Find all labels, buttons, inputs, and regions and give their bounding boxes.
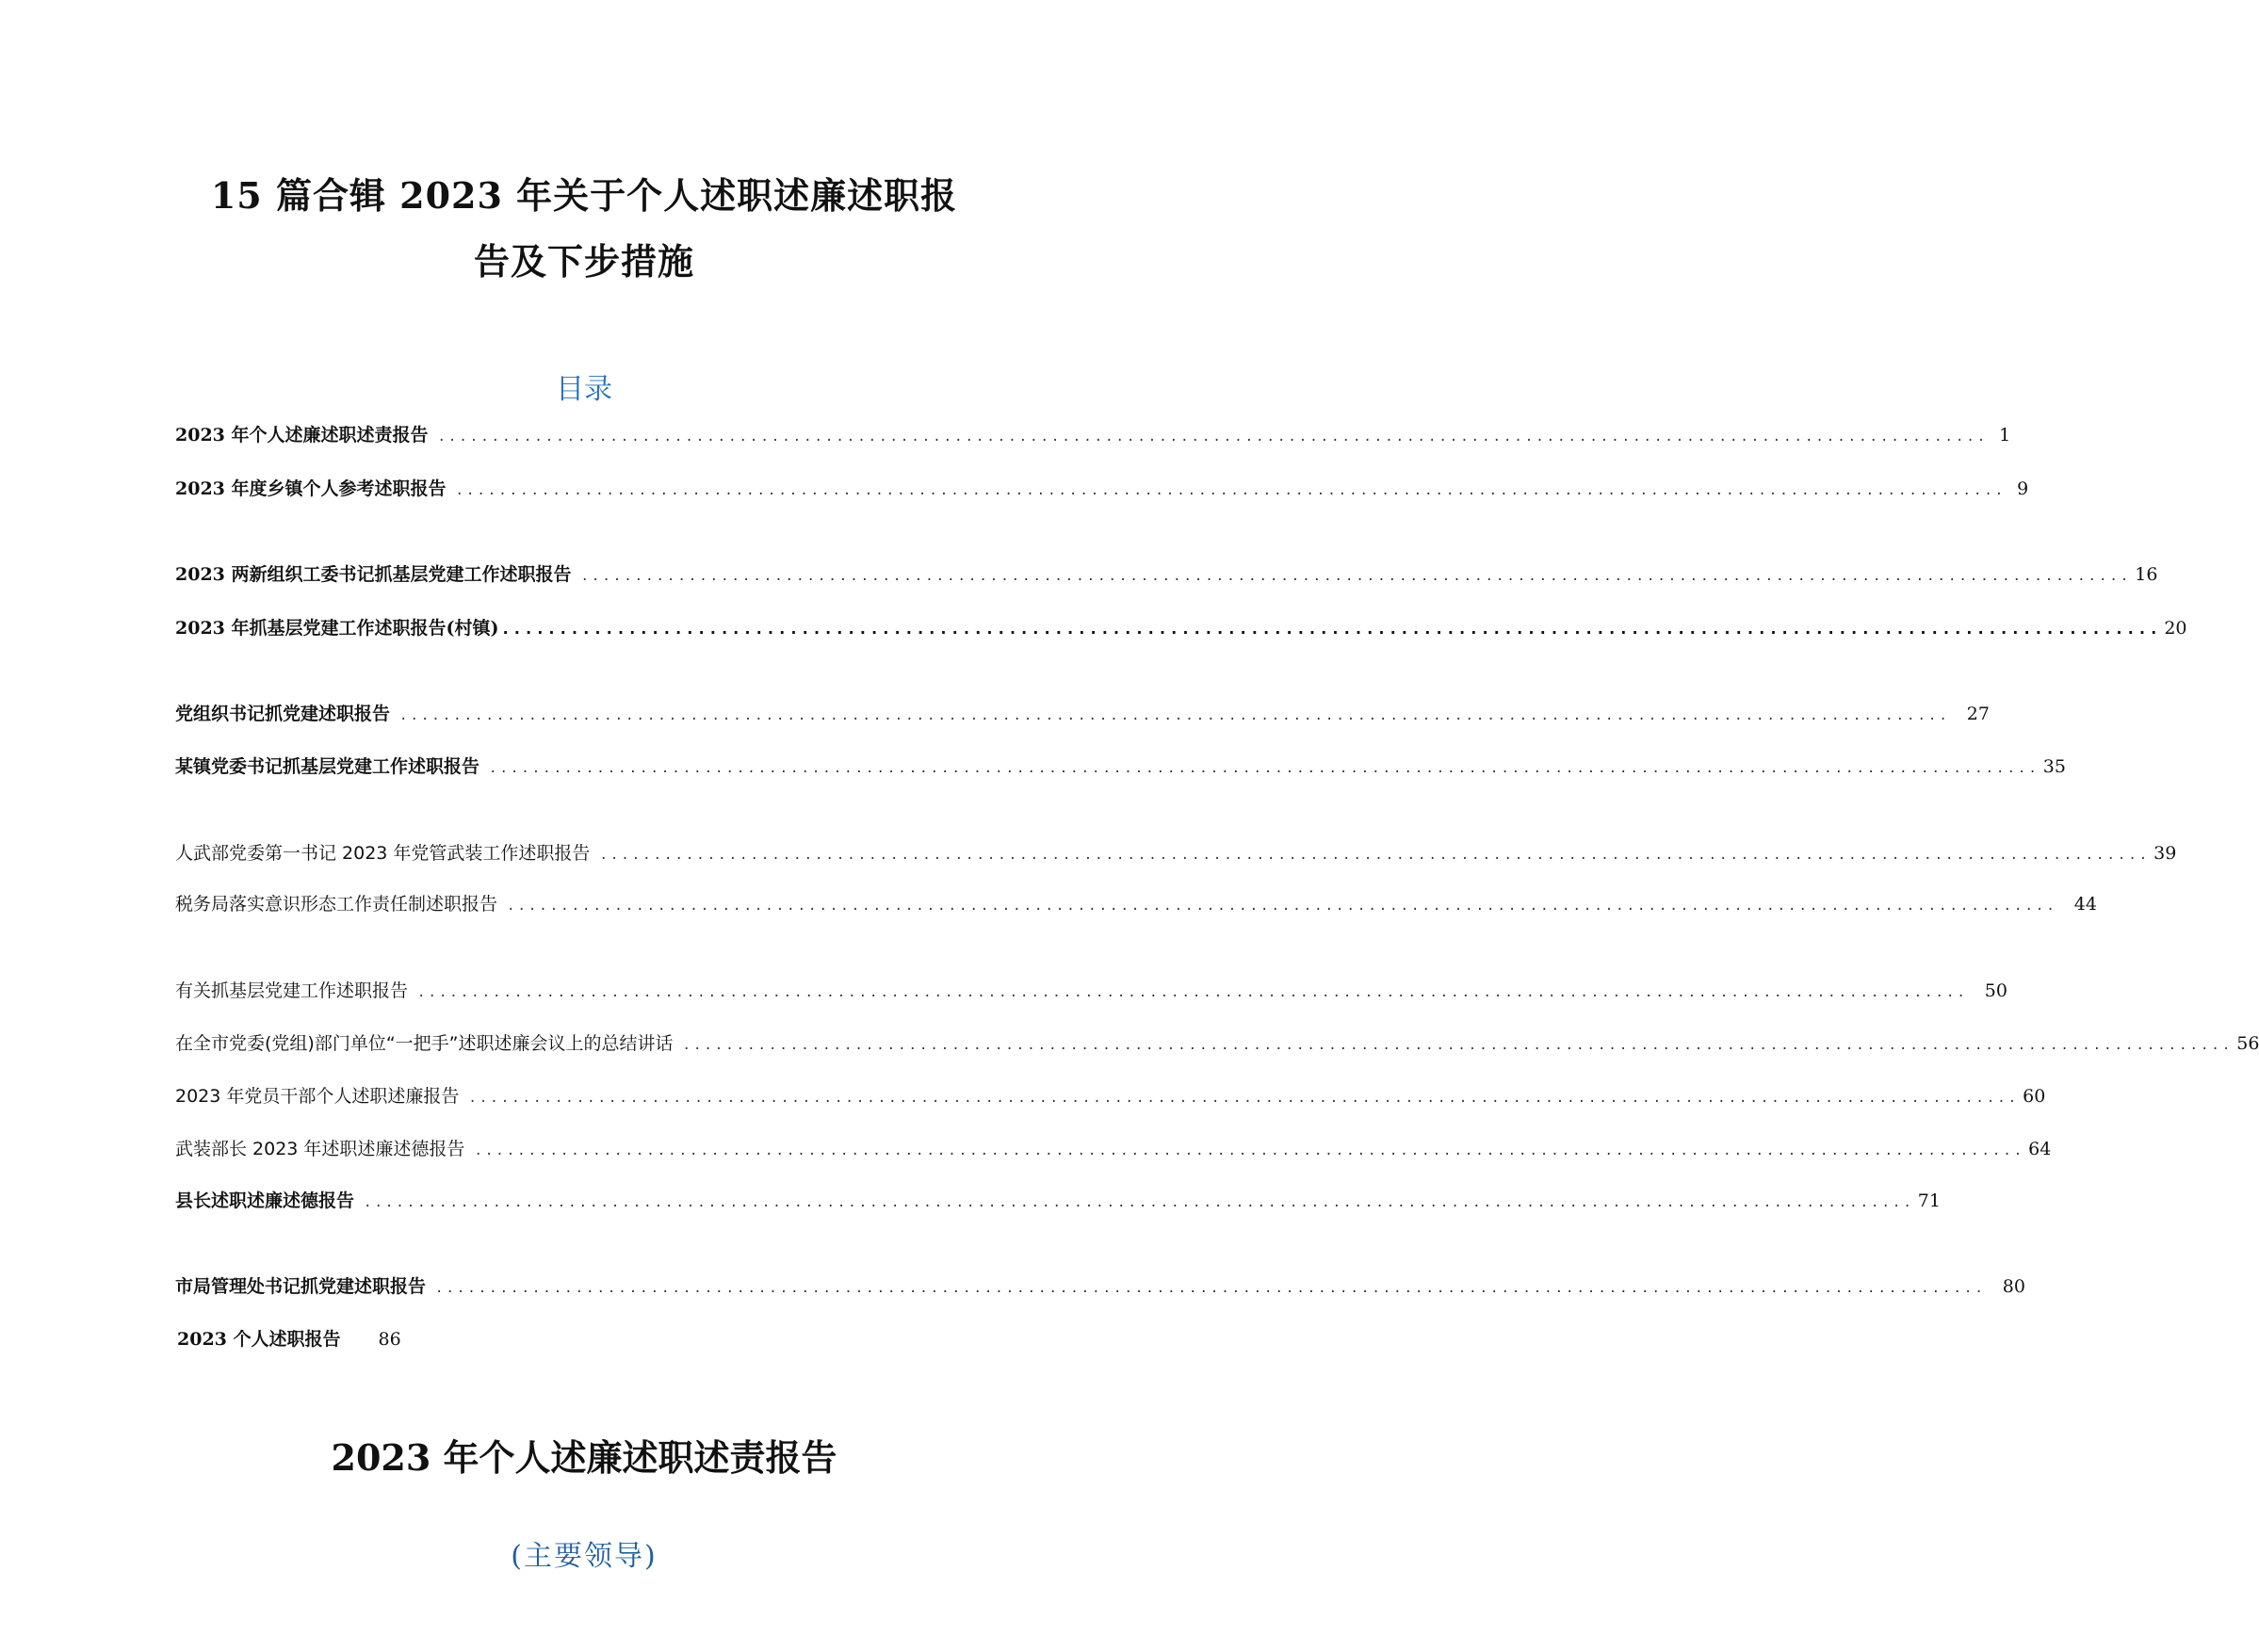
toc-dot-leader: ................................................................................................................................................ (474, 1143, 2025, 1158)
toc-entry-page: 56 (2236, 1033, 2259, 1054)
toc-entry-label: 2023 年个人述廉述职述责报告 (175, 425, 429, 445)
toc-entry-page: 44 (2073, 894, 2097, 915)
toc-dot-leader: ................................................................................................................................................ (417, 985, 1968, 1000)
toc-dot-leader: ................................................................................................................................................ (507, 899, 2057, 914)
toc-entry-label: 2023 两新组织工委书记抓基层党建工作述职报告 (175, 564, 572, 585)
section-title: 2023 年个人述廉述职述责报告 (331, 1436, 837, 1479)
toc-entry-label: 人武部党委第一书记 2023 年党管武装工作述职报告 (175, 843, 591, 864)
toc-entry-page: 1 (1999, 425, 2011, 445)
toc-entry[interactable] (175, 420, 2011, 450)
toc-dot-leader: ................................................................................................................................................ (364, 1195, 1914, 1210)
toc-entry-page: 64 (2028, 1139, 2052, 1159)
toc-entry[interactable] (175, 613, 2187, 643)
toc-dot-leader: ................................................................................................................................................ (682, 1038, 2234, 1053)
toc-dot-leader: ................................................................................................................................................ (455, 483, 2007, 498)
toc-entry-label: 在全市党委(党组)部门单位“一把手”述职述廉会议上的总结讲话 (175, 1033, 674, 1054)
document-title-line-1: 15 篇合辑 2023 年关于个人述职述廉述职报 (210, 174, 958, 217)
toc-entry-label: 2023 年度乡镇个人参考述职报告 (175, 478, 447, 499)
toc-entry[interactable] (175, 1186, 1941, 1216)
toc-dot-leader: ................................................................................................................................................ (500, 620, 2161, 639)
toc-entry[interactable] (175, 976, 2007, 1006)
toc-entry[interactable] (175, 1134, 2052, 1164)
toc-entry-page: 80 (2002, 1276, 2025, 1297)
toc-dot-leader: ................................................................................................................................................ (599, 848, 2151, 863)
toc-entry-label: 2023 年党员干部个人述职述廉报告 (175, 1086, 460, 1107)
toc-dot-leader: ................................................................................................................................................ (489, 761, 2040, 776)
toc-entry-page: 20 (2164, 618, 2187, 639)
toc-entry-page: 27 (1966, 704, 1990, 724)
toc-entry[interactable] (175, 838, 2177, 868)
toc-entry[interactable] (175, 1081, 2046, 1111)
toc-entry-label: 有关抓基层党建工作述职报告 (175, 980, 409, 1001)
toc-entry-page: 9 (2017, 478, 2029, 499)
toc-entry-page: 86 (378, 1329, 401, 1350)
toc-entry[interactable] (175, 752, 2066, 782)
toc-heading: 目录 (556, 373, 612, 406)
toc-dot-leader: ................................................................................................................................................ (435, 1281, 1986, 1296)
document-title-line-2: 告及下步措施 (473, 240, 694, 283)
toc-entry-page: 35 (2042, 756, 2066, 777)
toc-entry-label: 2023 个人述职报告 (177, 1329, 341, 1350)
toc-entry-page: 16 (2135, 564, 2158, 585)
toc-entry-label: 党组织书记抓党建述职报告 (175, 704, 391, 724)
toc-dot-leader: ................................................................................................................................................ (580, 569, 2132, 584)
toc-dot-leader: ................................................................................................................................................ (437, 429, 1989, 445)
toc-entry-label: 某镇党委书记抓基层党建工作述职报告 (175, 756, 480, 777)
toc-entry-page: 71 (1917, 1190, 1941, 1211)
toc-entry-label: 税务局落实意识形态工作责任制述职报告 (175, 894, 498, 915)
toc-entry[interactable] (177, 1324, 401, 1354)
toc-entry-label: 市局管理处书记抓党建述职报告 (175, 1276, 427, 1297)
toc-entry[interactable] (175, 1271, 2025, 1302)
toc-entry[interactable] (175, 1028, 2259, 1059)
toc-entry[interactable] (175, 474, 2029, 504)
toc-entry-label: 2023 年抓基层党建工作述职报告(村镇) (175, 618, 499, 639)
section-subtitle: (主要领导) (511, 1540, 658, 1573)
toc-entry[interactable] (175, 559, 2158, 590)
toc-entry-page: 50 (1984, 980, 2007, 1001)
toc-dot-leader: ................................................................................................................................................ (399, 708, 1950, 723)
toc-entry[interactable] (175, 699, 1990, 729)
toc-entry-label: 武装部长 2023 年述职述廉述德报告 (175, 1139, 465, 1159)
toc-dot-leader: ................................................................................................................................................ (468, 1091, 2020, 1106)
toc-entry[interactable] (175, 889, 2097, 919)
toc-entry-page: 39 (2153, 843, 2177, 864)
toc-entry-label: 县长述职述廉述德报告 (175, 1190, 355, 1211)
toc-entry-page: 60 (2023, 1086, 2046, 1107)
